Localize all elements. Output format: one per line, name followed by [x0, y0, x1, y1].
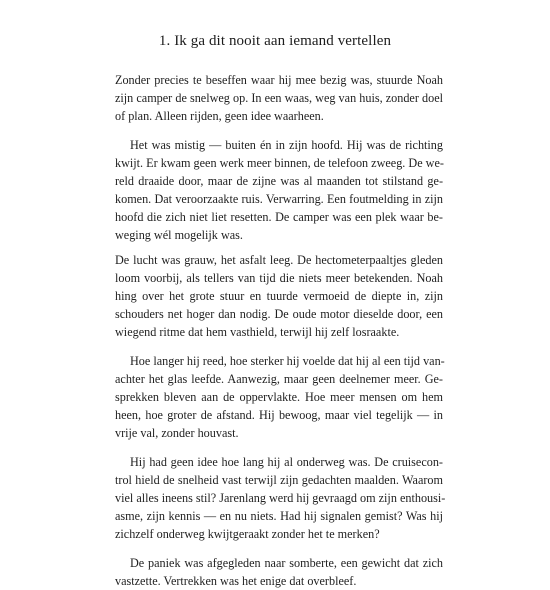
text-line: wiegend ritme dat hem vasthield, terwijl hij zelf losraakte.: [115, 325, 400, 339]
text-line: loom voorbij, als tellers van tijd die niets meer betekenden. Noah: [115, 271, 443, 285]
paragraph-4: [115, 352, 443, 442]
text-line: viel alles ineens stil? Jarenlang werd hij gevraagd om zijn enthousi-: [115, 491, 446, 505]
text-line: schouders net hoger dan nodig. De oude motor dieselde door, een: [115, 307, 443, 321]
text-line: reld draaide door, maar de zijne was al maanden tot stilstand ge-: [115, 174, 443, 188]
text-line: sprekken bleven aan de oppervlakte. Hoe meer mensen om hem: [115, 390, 443, 404]
text-line: of plan. Alleen rijden, geen idee waarheen.: [115, 109, 324, 123]
chapter-title: 1. Ik ga dit nooit aan iemand vertellen: [158, 33, 392, 49]
chapter-body: [115, 71, 446, 590]
paragraph-1: [115, 71, 443, 125]
text-line: kwijt. Er kwam geen werk meer binnen, de telefoon zweeg. De we-: [115, 156, 444, 170]
paragraph-6: [115, 554, 443, 590]
text-line: komen. Dat veroorzaakte ruis. Verwarring. Een foutmelding in zijn: [115, 192, 443, 206]
text-line: hing over het grote stuur en tuurde vermoeid de diepte in, zijn: [115, 289, 443, 303]
text-line: weging wél mogelijk was.: [115, 228, 243, 242]
text-line: heen, hoe groter de afstand. Hij bewoog, maar viel tegelijk — in: [115, 408, 443, 422]
text-line: Het was mistig — buiten én in zijn hoofd. Hij was de richting: [130, 138, 443, 152]
text-line: vrije val, zonder houvast.: [115, 426, 239, 440]
text-line: zichzelf onderweg kwijtgeraakt zonder het te merken?: [115, 527, 380, 541]
text-line: Zonder precies te beseffen waar hij mee bezig was, stuurde Noah: [115, 73, 443, 87]
paragraph-5: [115, 453, 446, 543]
text-line: Hoe langer hij reed, hoe sterker hij voelde dat hij al een tijd van-: [130, 354, 445, 368]
text-line: zijn camper de snelweg op. In een waas, weg van huis, zonder doel: [115, 91, 443, 105]
text-line: Hij had geen idee hoe lang hij al onderweg was. De cruisecon-: [130, 455, 443, 469]
text-line: trol hield de snelheid vast terwijl zijn gedachten maalden. Waarom: [115, 473, 443, 487]
text-line: vastzette. Vertrekken was het enige dat overbleef.: [115, 574, 357, 588]
paragraph-2: [115, 136, 443, 244]
text-line: De lucht was grauw, het asfalt leeg. De hectometerpaaltjes gleden: [115, 253, 443, 267]
paragraph-3: [115, 251, 443, 341]
text-line: asme, zijn kennis — en nu niets. Had hij signalen gemist? Was hij: [115, 509, 443, 523]
text-line: hoofd die zich niet liet resetten. De camper was een plek waar be-: [115, 210, 443, 224]
text-line: achter het glas leefde. Aanwezig, maar geen deelnemer meer. Ge-: [115, 372, 443, 386]
text-line: De paniek was afgegleden naar somberte, een gewicht dat zich: [130, 556, 443, 570]
